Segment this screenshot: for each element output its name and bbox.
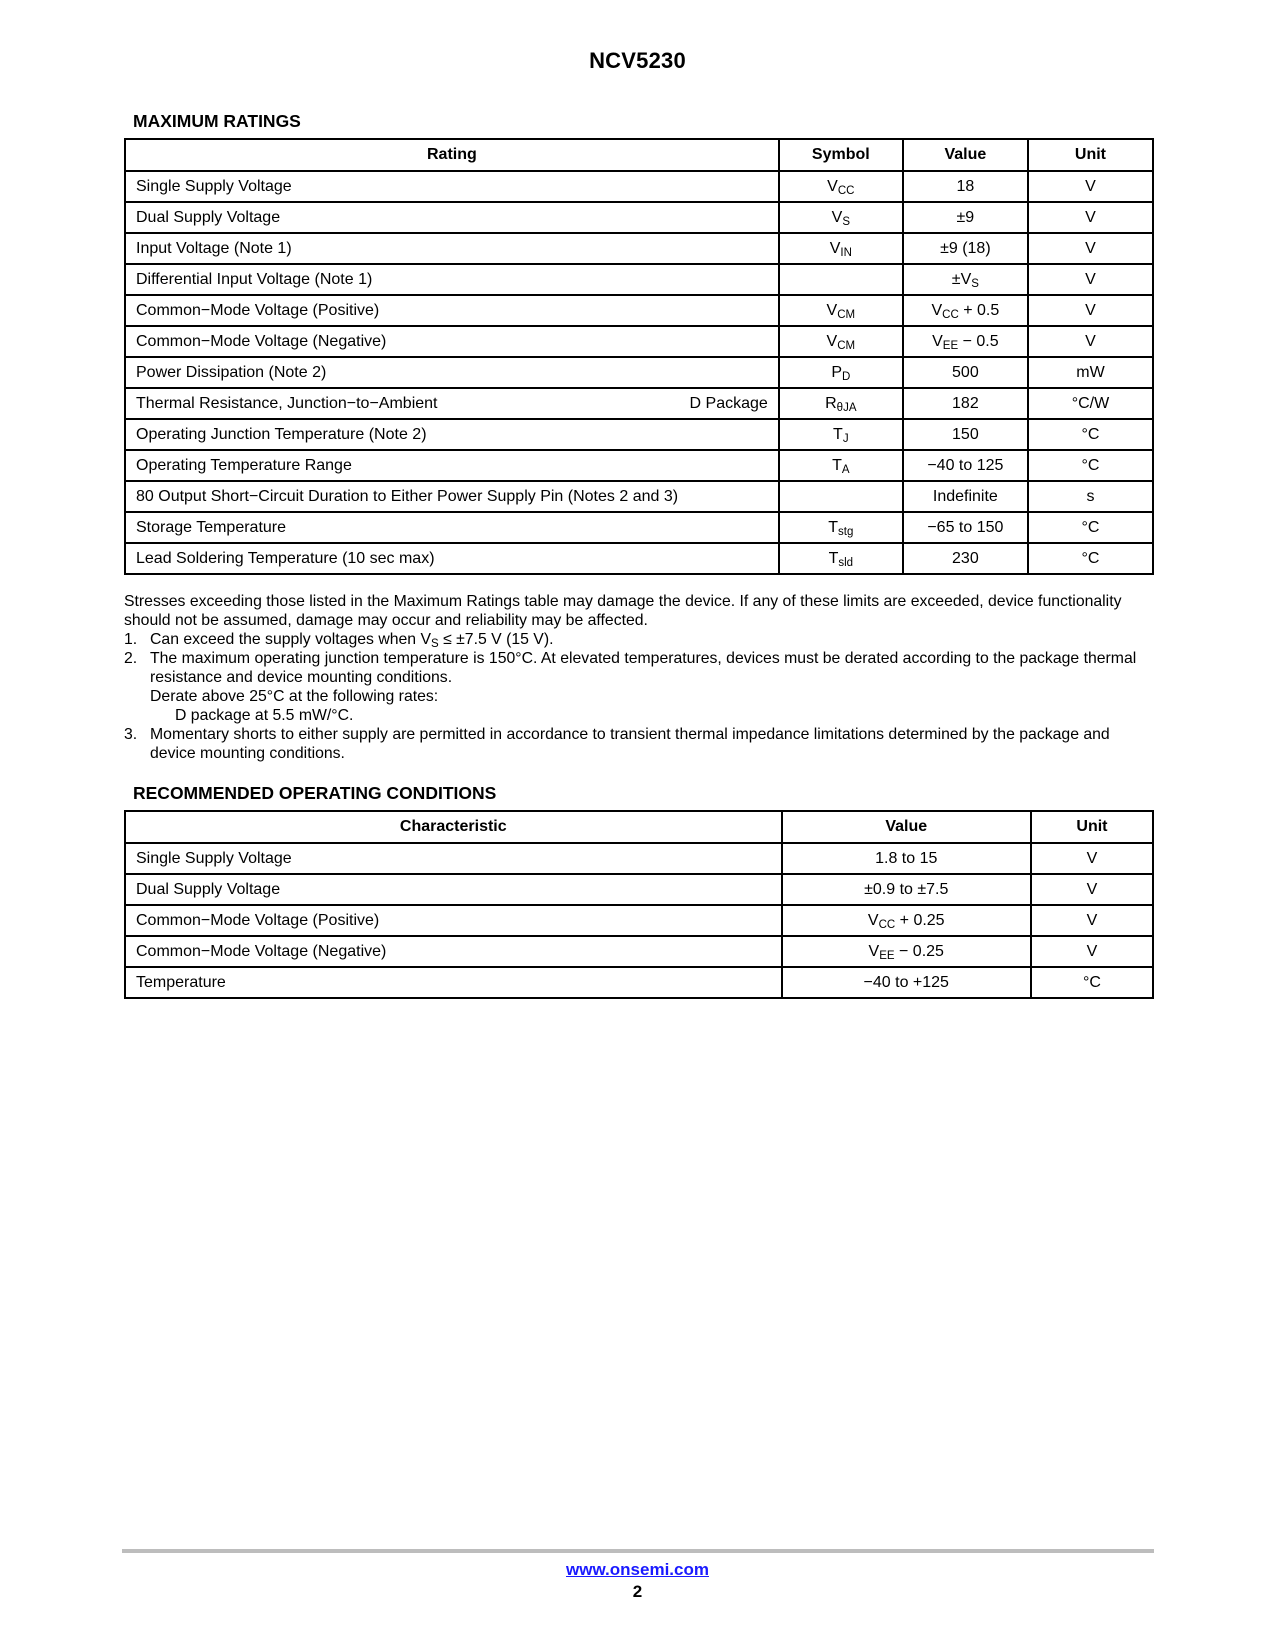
rating-text: Thermal Resistance, Junction−to−Ambient	[136, 394, 438, 412]
unit-cell: V	[1028, 295, 1153, 326]
footer-divider	[122, 1549, 1154, 1553]
table-row	[125, 357, 1153, 388]
table-row	[125, 171, 1153, 202]
rating-cell: Storage Temperature	[125, 512, 779, 543]
value-cell: 230	[903, 543, 1028, 574]
table-row	[125, 843, 1153, 874]
column-header-unit: Unit	[1028, 139, 1153, 171]
table-row	[125, 967, 1153, 998]
value-cell: ±9 (18)	[903, 233, 1028, 264]
rating-cell: Operating Temperature Range	[125, 450, 779, 481]
max-ratings-heading: MAXIMUM RATINGS	[133, 111, 301, 131]
value-cell: $V_{CC} + 0.5$	[903, 295, 1028, 326]
rating-cell: 80 Output Short−Circuit Duration to Either Power Supply Pin (Notes 2 and 3)	[125, 481, 779, 512]
table-row	[125, 512, 1153, 543]
table-row	[125, 202, 1153, 233]
page-number: 2	[632, 1582, 643, 1601]
unit-cell: mW	[1028, 357, 1153, 388]
max-ratings-notes	[124, 592, 1158, 763]
rating-cell: Common−Mode Voltage (Negative)	[125, 326, 779, 357]
value-cell: ±0.9 to ±7.5	[782, 874, 1031, 905]
unit-cell: °C	[1028, 419, 1153, 450]
column-header-rating: Rating	[125, 139, 779, 171]
column-header-characteristic: Characteristic	[125, 811, 782, 843]
table-row	[125, 905, 1153, 936]
symbol-cell: $V_{CM}$	[779, 295, 903, 326]
symbol-cell	[779, 264, 903, 295]
note-2-package-rate: D package at 5.5 mW/°C.	[175, 707, 354, 724]
symbol-cell: $T_J$	[779, 419, 903, 450]
value-cell: 500	[903, 357, 1028, 388]
table-row	[125, 233, 1153, 264]
rating-cell: Power Dissipation (Note 2)	[125, 357, 779, 388]
website-link[interactable]: www.onsemi.com	[566, 1560, 709, 1579]
symbol-cell: $T_A$	[779, 450, 903, 481]
symbol-cell: $V_{CC}$	[779, 171, 903, 202]
table-header-row	[125, 139, 1153, 171]
column-header-value: Value	[782, 811, 1031, 843]
symbol-cell: $V_{CM}$	[779, 326, 903, 357]
characteristic-cell: Common−Mode Voltage (Positive)	[125, 905, 782, 936]
rating-cell: Operating Junction Temperature (Note 2)	[125, 419, 779, 450]
value-cell: 18	[903, 171, 1028, 202]
max-ratings-table	[124, 138, 1154, 575]
value-cell: 150	[903, 419, 1028, 450]
unit-cell: V	[1031, 843, 1153, 874]
column-header-value: Value	[903, 139, 1028, 171]
table-row	[125, 295, 1153, 326]
symbol-cell	[779, 481, 903, 512]
table-row	[125, 326, 1153, 357]
unit-cell: s	[1028, 481, 1153, 512]
note-3: 3. Momentary shorts to either supply are permitted in accordance to transient thermal impedance limitations determined by the package and device mounting conditions.	[124, 726, 1110, 762]
characteristic-cell: Single Supply Voltage	[125, 843, 782, 874]
value-cell: Indefinite	[903, 481, 1028, 512]
table-row	[125, 388, 1153, 419]
stress-disclaimer: Stresses exceeding those listed in the Maximum Ratings table may damage the device. If any of these limits are exceeded, device functionality should not be assumed, damage may occur and reliability may be affected.	[124, 593, 1122, 629]
unit-cell: °C	[1031, 967, 1153, 998]
column-header-unit: Unit	[1031, 811, 1153, 843]
table-row	[125, 874, 1153, 905]
value-cell: −40 to 125	[903, 450, 1028, 481]
unit-cell: V	[1028, 171, 1153, 202]
document-title: NCV5230	[589, 48, 686, 73]
characteristic-cell: Common−Mode Voltage (Negative)	[125, 936, 782, 967]
unit-cell: V	[1031, 874, 1153, 905]
value-cell: $V_{EE} - 0.5$	[903, 326, 1028, 357]
rating-cell: Input Voltage (Note 1)	[125, 233, 779, 264]
note-2: 2. The maximum operating junction temperature is 150°C. At elevated temperatures, devices must be derated according to the package thermal resistance and device mounting conditions.	[124, 650, 1137, 686]
rec-conditions-heading: RECOMMENDED OPERATING CONDITIONS	[133, 783, 497, 803]
column-header-symbol: Symbol	[779, 139, 903, 171]
rating-cell: Differential Input Voltage (Note 1)	[125, 264, 779, 295]
value-cell: −65 to 150	[903, 512, 1028, 543]
unit-cell: °C	[1028, 512, 1153, 543]
table-row	[125, 481, 1153, 512]
value-cell: ±9	[903, 202, 1028, 233]
rec-conditions-table	[124, 810, 1154, 999]
note-2-derate: Derate above 25°C at the following rates:	[150, 688, 439, 705]
package-label: D Package	[689, 394, 768, 412]
value-cell: $V_{CC} + 0.25$	[782, 905, 1031, 936]
table-header-row	[125, 811, 1153, 843]
rating-cell: Single Supply Voltage	[125, 171, 779, 202]
table-row	[125, 450, 1153, 481]
symbol-cell: $T_{stg}$	[779, 512, 903, 543]
symbol-cell: $T_{sld}$	[779, 543, 903, 574]
characteristic-cell: Dual Supply Voltage	[125, 874, 782, 905]
unit-cell: V	[1031, 936, 1153, 967]
unit-cell: V	[1028, 233, 1153, 264]
unit-cell: °C	[1028, 450, 1153, 481]
unit-cell: V	[1028, 202, 1153, 233]
value-cell: $V_{EE} - 0.25$	[782, 936, 1031, 967]
unit-cell: V	[1031, 905, 1153, 936]
rating-cell	[125, 388, 779, 419]
table-row	[125, 264, 1153, 295]
characteristic-cell: Temperature	[125, 967, 782, 998]
symbol-cell: $P_D$	[779, 357, 903, 388]
value-cell: −40 to +125	[782, 967, 1031, 998]
value-cell: 182	[903, 388, 1028, 419]
value-cell: $\pm V_S$	[903, 264, 1028, 295]
value-cell: 1.8 to 15	[782, 843, 1031, 874]
table-row	[125, 543, 1153, 574]
unit-cell: V	[1028, 326, 1153, 357]
rating-cell: Dual Supply Voltage	[125, 202, 779, 233]
symbol-cell: $V_S$	[779, 202, 903, 233]
rating-cell: Lead Soldering Temperature (10 sec max)	[125, 543, 779, 574]
table-row	[125, 419, 1153, 450]
table-row	[125, 936, 1153, 967]
rating-cell: Common−Mode Voltage (Positive)	[125, 295, 779, 326]
note-1: 1. Can exceed the supply voltages when $V_S \le \pm 7.5$ V (15 V).	[124, 631, 554, 650]
unit-cell: V	[1028, 264, 1153, 295]
unit-cell: °C	[1028, 543, 1153, 574]
symbol-cell: $V_{IN}$	[779, 233, 903, 264]
symbol-cell: $R_{\theta JA}$	[779, 388, 903, 419]
unit-cell: °C/W	[1028, 388, 1153, 419]
